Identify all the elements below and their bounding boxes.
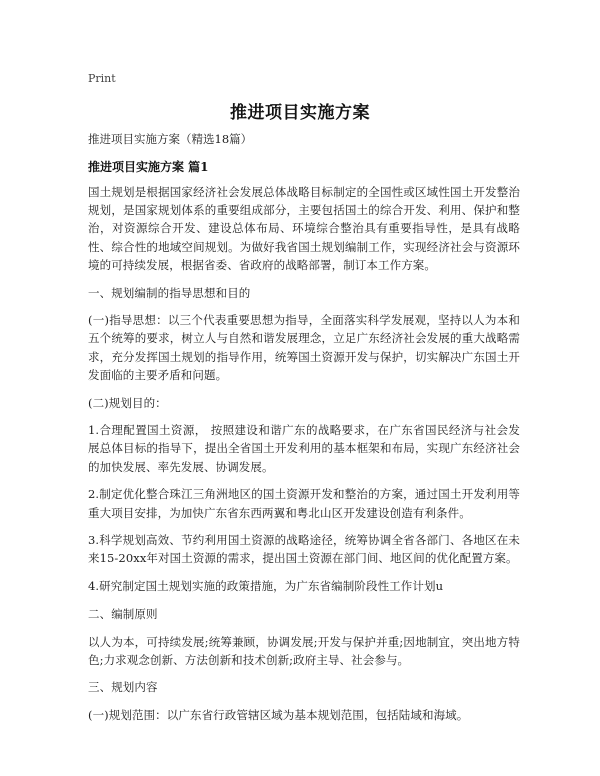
heading-principles: 二、编制原则 [88, 606, 158, 621]
purpose-item-3: 3.科学规划高效、节约利用国土资源的战略途径，统筹协调全省各部门、各地区在未来15-20xx年对国土资源的需求，提出国土资源在部门间、地区间的优化配置方案。 [88, 533, 520, 566]
section-heading: 推进项目实施方案 篇1 [88, 160, 209, 174]
document-title: 推进项目实施方案 [230, 103, 370, 123]
purpose-item-1: 1.合理配置国土资源， 按照建设和谐广东的战略要求，在广东省国民经济与社会发展总体目标的指导下，提出全省国土开发利用的基本框架和布局，实现广东经济社会的加快发展、率先发展、协调发展。 [88, 423, 520, 474]
purpose-item-2: 2.制定优化整合珠江三角洲地区的国土资源开发和整治的方案，通过国土开发利用等重大项目安排，为加快广东省东西两翼和粤北山区开发建设创造有利条件。 [88, 487, 520, 520]
print-link[interactable]: Print [88, 72, 116, 85]
document-body [88, 130, 520, 734]
heading-planning-purpose: (二)规划目的： [88, 395, 167, 410]
intro-paragraph: 国土规划是根据国家经济社会发展总体战略目标制定的全国性或区域性国土开发整治规划，是国家规划体系的重要组成部分，主要包括国土的综合开发、利用、保护和整治，对资源综合开发、建设总体布局、环境综合整治具有重要指导性，是具有战略性、综合性的地域空间规划。为做好我省国土规划编制工作，实现经济社会与资源环境的可持续发展，根据省委、省政府的战略部署，制订本工作方案。 [88, 185, 520, 272]
principles-paragraph: 以人为本，可持续发展;统筹兼顾，协调发展;开发与保护并重;因地制宜，突出地方特色;力求观念创新、方法创新和技术创新;政府主导、社会参与。 [88, 634, 520, 667]
heading-guiding-ideology: 一、规划编制的指导思想和目的 [88, 285, 251, 300]
guiding-ideology-paragraph: (一)指导思想：以三个代表重要思想为指导，全面落实科学发展观，坚持以人为本和五个统筹的要求，树立人与自然和谐发展理念，立足广东经济社会发展的重大战略需求，充分发挥国土规划的指导作用，统筹国土资源开发与保护，切实解决广东国土开发面临的主要矛盾和问题。 [88, 313, 520, 382]
document-subtitle: 推进项目实施方案（精选18篇） [88, 132, 253, 146]
planning-scope-paragraph: (一)规划范围：以广东省行政管辖区域为基本规划范围，包括陆域和海域。 [88, 708, 469, 723]
purpose-item-4: 4.研究制定国土规划实施的政策措施，为广东省编制阶段性工作计划u [88, 579, 444, 594]
heading-planning-content: 三、规划内容 [88, 680, 158, 695]
